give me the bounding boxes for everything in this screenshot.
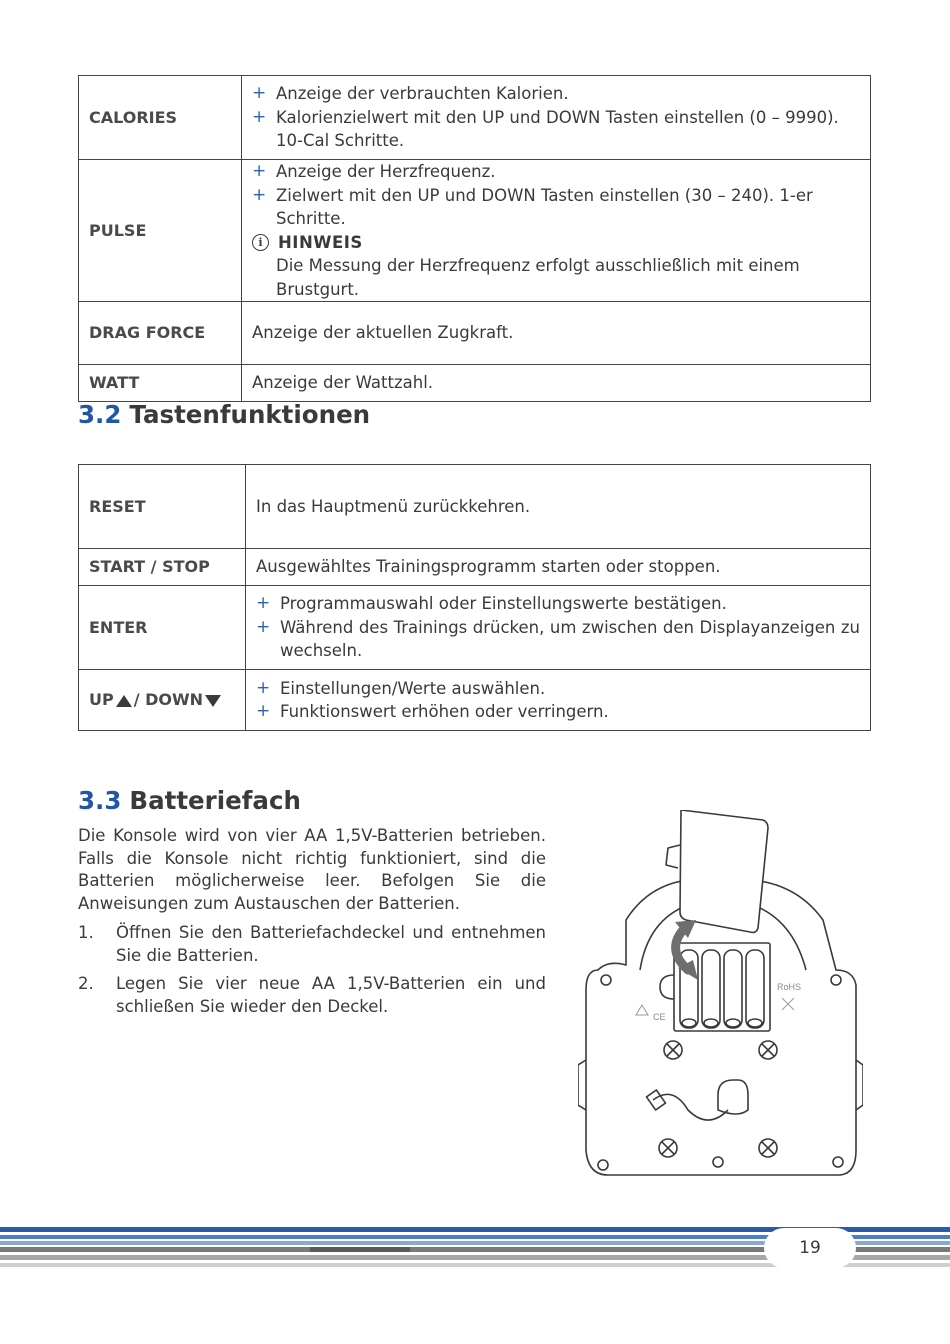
section-title: Batteriefach bbox=[129, 786, 301, 815]
section-heading-3-2 bbox=[78, 400, 370, 429]
list-item: + Zielwert mit den UP und DOWN Tasten einstellen (30 – 240). 1-er Schritte. bbox=[252, 184, 813, 228]
triangle-up-icon bbox=[116, 695, 132, 707]
list-item: + Kalorienzielwert mit den UP und DOWN Tasten einstellen (0 – 9990). 10-Cal Schritte. bbox=[252, 106, 839, 151]
battery-steps-list bbox=[78, 922, 546, 1024]
section-title: Tastenfunktionen bbox=[129, 400, 371, 429]
row-key: START / STOP bbox=[79, 549, 246, 586]
cable bbox=[653, 1094, 728, 1120]
row-value: Ausgewähltes Trainingsprogramm starten oder stoppen. bbox=[246, 549, 871, 586]
list-item: + Programmauswahl oder Einstellungswerte bestätigen. bbox=[256, 592, 860, 616]
plus-icon: + bbox=[256, 701, 271, 721]
connector bbox=[646, 1090, 665, 1110]
page-number: 19 bbox=[764, 1228, 856, 1268]
battery-cover-lid bbox=[680, 810, 768, 933]
table-row bbox=[79, 302, 871, 365]
table-row bbox=[79, 76, 871, 160]
table-row bbox=[79, 549, 871, 586]
plus-icon: + bbox=[252, 106, 267, 127]
list-item: 2. Legen Sie vier neue AA 1,5V-Batterien ein und schließen Sie wieder den Deckel. bbox=[78, 974, 546, 1016]
cable-clip bbox=[718, 1080, 748, 1114]
row-key: CALORIES bbox=[79, 76, 242, 160]
compartment-clip bbox=[660, 975, 674, 999]
plus-icon: + bbox=[256, 593, 271, 614]
plus-icon: + bbox=[252, 161, 267, 181]
plus-icon: + bbox=[256, 677, 271, 698]
list-item: + Anzeige der Herzfrequenz. bbox=[252, 160, 860, 184]
table-row bbox=[79, 670, 871, 731]
plus-icon: + bbox=[252, 184, 267, 205]
list-item: + Einstellungen/Werte auswählen. bbox=[256, 677, 860, 701]
battery-intro-paragraph: Die Konsole wird von vier AA 1,5V-Batterien betrieben. Falls die Konsole nicht richtig funktioniert, sind die Batterien möglicherweise leer. Befolgen Sie die Anweisungen zum Austauschen der Batterien. bbox=[78, 826, 546, 913]
battery-compartment bbox=[674, 943, 770, 1031]
right-grip bbox=[856, 1060, 863, 1110]
row-value bbox=[246, 670, 871, 731]
table-row bbox=[79, 465, 871, 549]
section-heading-3-3 bbox=[78, 786, 301, 815]
table-row bbox=[79, 586, 871, 670]
row-key: DRAG FORCE bbox=[79, 302, 242, 365]
row-key: UP / DOWN bbox=[79, 670, 246, 731]
section-number: 3.2 bbox=[78, 400, 122, 429]
key-functions-table bbox=[78, 464, 871, 731]
row-value: Anzeige der Wattzahl. bbox=[242, 365, 871, 402]
rohs-label: RoHS bbox=[777, 982, 802, 992]
row-key: ENTER bbox=[79, 586, 246, 670]
triangle-down-icon bbox=[205, 695, 221, 707]
row-key: WATT bbox=[79, 365, 242, 402]
info-icon: i bbox=[252, 234, 269, 251]
row-value bbox=[246, 586, 871, 670]
recycle-icon bbox=[636, 1005, 648, 1015]
note-header bbox=[252, 231, 860, 255]
note-text: Die Messung der Herzfrequenz erfolgt ausschließlich mit einem Brustgurt. bbox=[276, 256, 800, 299]
table-row bbox=[79, 365, 871, 402]
row-key: PULSE bbox=[79, 160, 242, 302]
table-row bbox=[79, 160, 871, 302]
console-battery-illustration bbox=[578, 810, 863, 1185]
row-key: RESET bbox=[79, 465, 246, 549]
list-item: + Während des Trainings drücken, um zwischen den Displayanzeigen zu wechseln. bbox=[256, 616, 860, 661]
row-value bbox=[242, 76, 871, 160]
lid-tab bbox=[666, 845, 680, 868]
plus-icon: + bbox=[256, 616, 271, 637]
list-item: + Funktionswert erhöhen oder verringern. bbox=[256, 700, 860, 724]
row-value: In das Hauptmenü zurückkehren. bbox=[246, 465, 871, 549]
row-value bbox=[242, 160, 871, 302]
list-item: + Anzeige der verbrauchten Kalorien. bbox=[252, 82, 860, 106]
plus-icon: + bbox=[252, 83, 267, 104]
note-title: HINWEIS bbox=[278, 232, 363, 252]
ce-label: CE bbox=[653, 1012, 666, 1022]
row-value: Anzeige der aktuellen Zugkraft. bbox=[242, 302, 871, 365]
list-item: 1. Öffnen Sie den Batteriefachdeckel und entnehmen Sie die Batterien. bbox=[78, 923, 546, 965]
left-grip bbox=[578, 1060, 586, 1110]
section-number: 3.3 bbox=[78, 786, 122, 815]
weee-bin-icon bbox=[782, 998, 794, 1010]
display-functions-table bbox=[78, 75, 871, 402]
